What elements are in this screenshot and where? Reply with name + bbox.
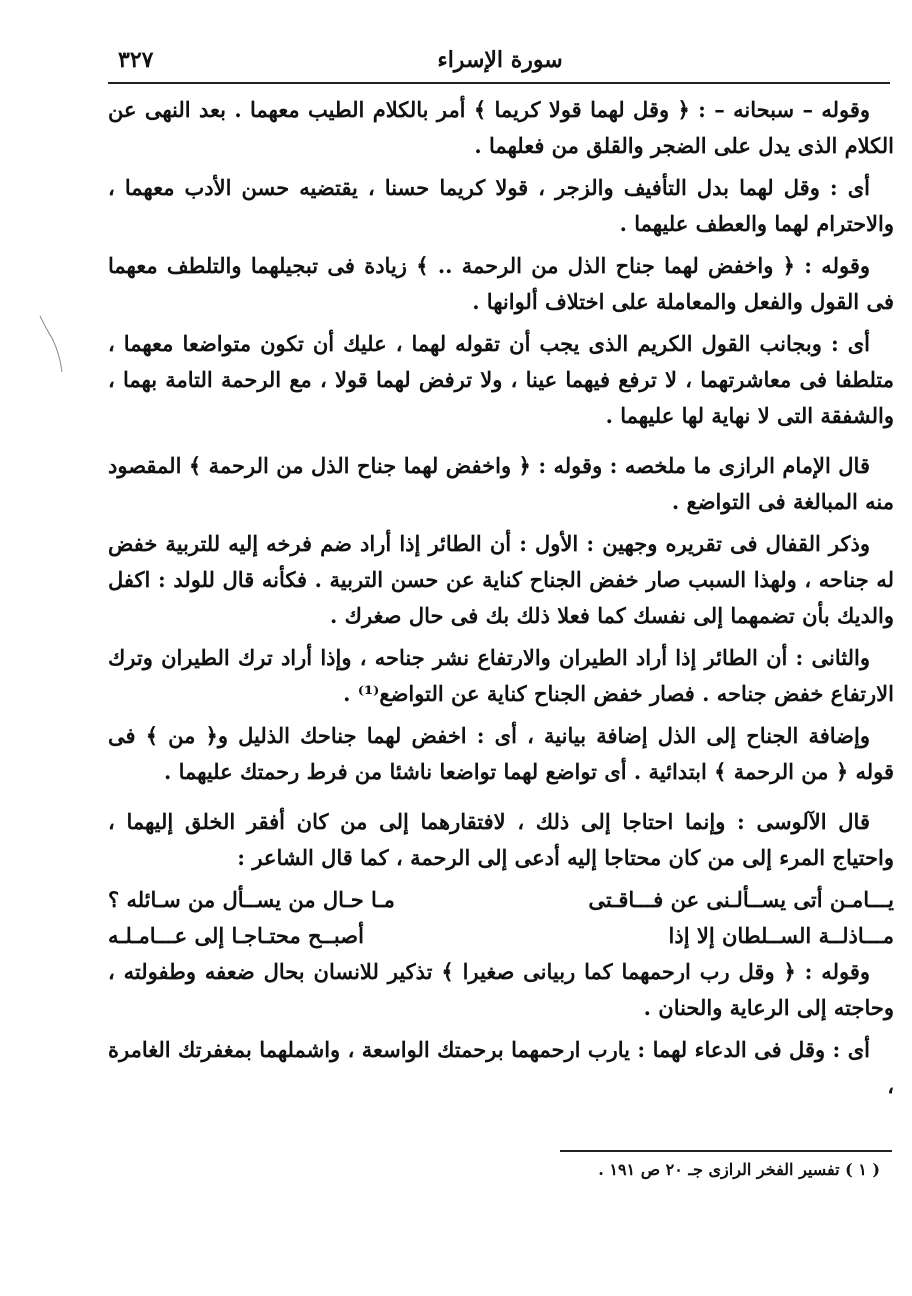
paragraph-11: أى : وقل فى الدعاء لهما : يارب ارحمهما برحمتك الواسعة ، واشملهما بمغفرتك الغامرة ، [108,1037,894,1098]
paragraph-7: والثانى : أن الطائر إذا أراد الطيران والارتفاع نشر جناحه ، وإذا أراد ترك الطيران وترك الارتفاع خفض جناحه . فصار خفض الجناح كناية عن التواضع⁽¹⁾ . [108,645,894,706]
paragraph-2: أى : وقل لهما بدل التأفيف والزجر ، قولا كريما حسنا ، يقتضيه حسن الأدب معهما ، والاحترام لهما والعطف عليهما . [108,175,894,236]
paragraph-1: وقوله – سبحانه – : ﴿ وقل لهما قولا كريما ﴾ أمر بالكلام الطيب معهما . بعد النهى عن الكلام الذى يدل على الضجر والقلق من فعلهما . [108,97,894,158]
footnote-divider [560,1150,892,1152]
verse-2-first-hemistich: مـــاذلــة الســلطان إلا إذا [668,923,894,948]
verse-1-first-hemistich: يـــامـن أتى يســألـنى عن فـــاقـتى [588,887,894,912]
paragraph-6: وذكر القفال فى تقريره وجهين : الأول : أن الطائر إذا أراد ضم فرخه إليه للتربية خفض له جناحه ، ولهذا السبب صار خفض الجناح كناية عن حسن التربية . فكأنه قال للولد : اكفل والديك بأن تضمهما إلى نفسك كما فعلا ذلك بك فى حال صغرك . [108,531,894,628]
poem-verse-2 [108,918,894,954]
paragraph-8: وإضافة الجناح إلى الذل إضافة بيانية ، أى : اخفض لهما جناحك الذليل و﴿ من ﴾ فى قوله ﴿ من الرحمة ﴾ ابتدائية . أى تواضع لهما تواضعا ناشئا من فرط رحمتك عليهما . [108,723,894,784]
paragraph-5: قال الإمام الرازى ما ملخصه : وقوله : ﴿ واخفض لهما جناح الذل من الرحمة ﴾ المقصود منه المبالغة فى التواضع . [108,453,894,514]
paragraph-10: وقوله : ﴿ وقل رب ارحمهما كما ربيانى صغيرا ﴾ تذكير للانسان بحال ضعفه وطفولته ، وحاجته إلى الرعاية والحنان . [108,959,894,1020]
header-divider [108,82,890,84]
page-number: ٣٢٧ [118,47,154,73]
verse-2-second-hemistich: أصبــح محتـاجـا إلى عـــامـلـه [108,923,364,948]
surah-title: سورة الإسراء [437,47,563,73]
page-header [110,40,890,80]
margin-scribble-mark [34,312,74,376]
verse-1-second-hemistich: مـا حـال من يســأل من سـائله ؟ [108,887,395,912]
main-text [108,92,894,1110]
paragraph-4: أى : وبجانب القول الكريم الذى يجب أن تقوله لهما ، عليك أن تكون متواضعا معهما ، متلطفا فى معاشرتهما ، لا ترفع فيهما عينا ، ولا ترفض لهما قولا ، مع الرحمة التامة بهما ، والشفقة التى لا نهاية لها عليهما . [108,331,894,428]
paragraph-9: قال الآلوسى : وإنما احتاجا إلى ذلك ، لافتقارهما إلى من كان أفقر الخلق إليهما ، واحتياج المرء إلى من كان محتاجا إليه أدعى إلى الرحمة ، كما قال الشاعر : [108,809,894,870]
poem-verse-1 [108,882,894,918]
footnote: ( ١ ) تفسير الفخر الرازى جـ ٢٠ ص ١٩١ . [598,1160,880,1179]
paragraph-3: وقوله : ﴿ واخفض لهما جناح الذل من الرحمة .. ﴾ زيادة فى تبجيلهما والتلطف معهما فى القول والفعل والمعاملة على اختلاف ألوانها . [108,253,894,314]
